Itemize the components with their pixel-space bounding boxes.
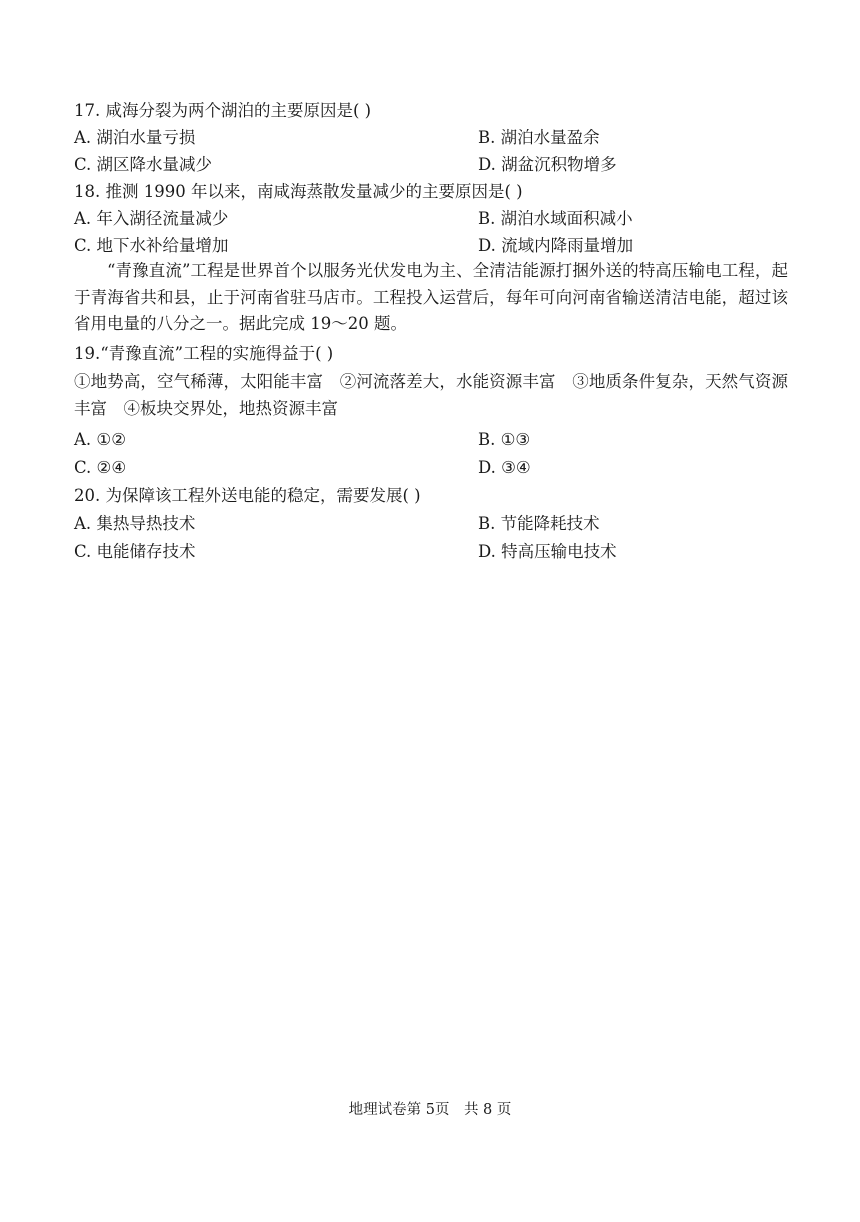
question-18-stem: 18. 推测 1990 年以来，南咸海蒸散发量减少的主要原因是( ) [74, 182, 523, 201]
question-20-option-c: C. 电能储存技术 [74, 542, 196, 561]
question-19-option-b: B. ①③ [478, 430, 531, 449]
question-19-stem: 19.“青豫直流”工程的实施得益于( ) [74, 344, 334, 363]
passage-text: “青豫直流”工程是世界首个以服务光伏发电为主、全清洁能源打捆外送的特高压输电工程，起于青海省共和县，止于河南省驻马店市。工程投入运营后，每年可向河南省输送清洁电能，超过该省用电量的八分之一。据此完成 19～20 题。 [74, 261, 788, 333]
question-18-option-c: C. 地下水补给量增加 [74, 236, 229, 255]
question-20-stem: 20. 为保障该工程外送电能的稳定，需要发展( ) [74, 486, 421, 505]
question-20-option-a: A. 集热导热技术 [74, 514, 196, 533]
question-18-option-a: A. 年入湖径流量减少 [74, 209, 229, 228]
question-19-statements: ①地势高，空气稀薄，太阳能丰富 ②河流落差大，水能资源丰富 ③地质条件复杂，天然气资源丰富 ④板块交界处，地热资源丰富 [74, 372, 788, 418]
question-17-stem: 17. 咸海分裂为两个湖泊的主要原因是( ) [74, 101, 372, 120]
question-20-option-d: D. 特高压输电技术 [478, 542, 617, 561]
question-17-option-c: C. 湖区降水量减少 [74, 155, 213, 174]
question-19-option-d: D. ③④ [478, 458, 531, 477]
question-19-option-a: A. ①② [74, 430, 126, 449]
question-20-option-b: B. 节能降耗技术 [478, 514, 600, 533]
question-17-option-d: D. 湖盆沉积物增多 [478, 155, 617, 174]
question-18-option-d: D. 流域内降雨量增加 [478, 236, 634, 255]
question-18-option-b: B. 湖泊水域面积减小 [478, 209, 633, 228]
question-17-option-a: A. 湖泊水量亏损 [74, 128, 196, 147]
page-footer: 地理试卷第 5页 共 8 页 [348, 1102, 512, 1118]
question-19-option-c: C. ②④ [74, 458, 127, 477]
question-17-option-b: B. 湖泊水量盈余 [478, 128, 600, 147]
